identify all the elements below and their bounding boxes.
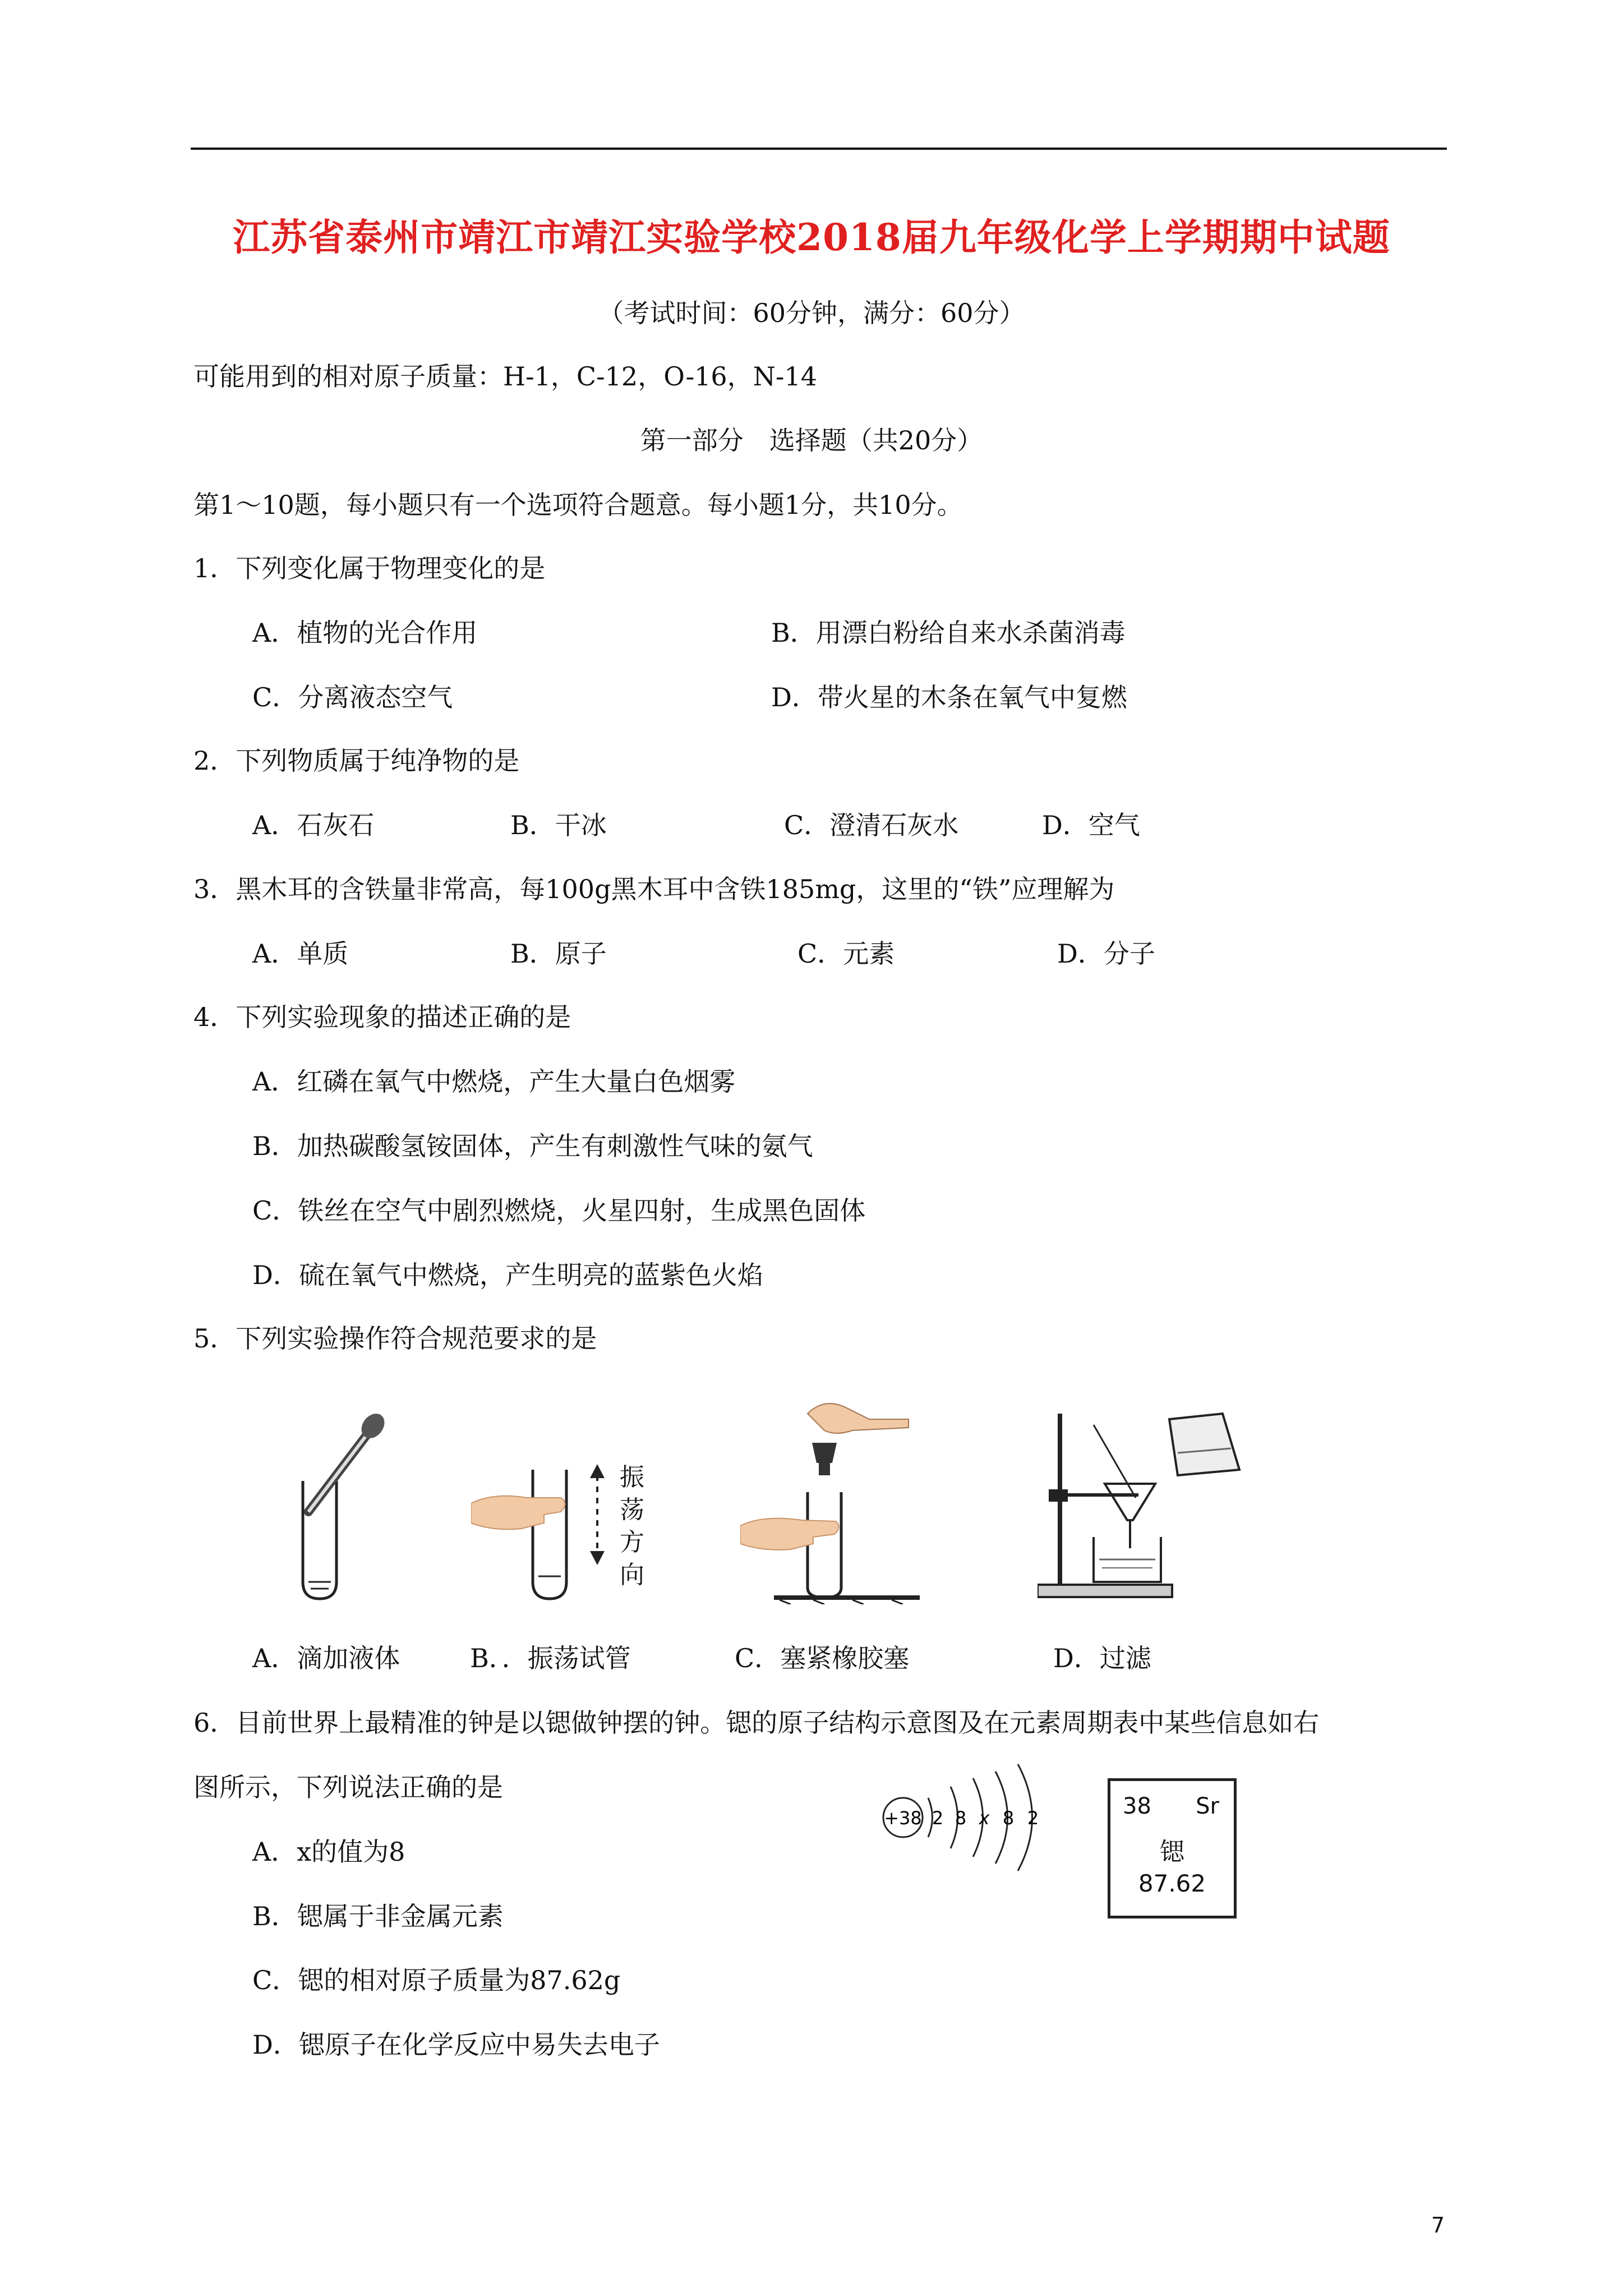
q5-option-a: A．滴加液体: [252, 1643, 400, 1673]
shell-electrons: 8: [955, 1807, 967, 1829]
q2-option-b: B．干冰: [510, 810, 607, 840]
q6-option-c: C．锶的相对原子质量为87.62g: [252, 1965, 621, 1995]
section-title: 第一部分 选择题（共20分）: [640, 425, 983, 455]
q3-option-b: B．原子: [510, 938, 607, 969]
shell-electrons: 8: [1002, 1807, 1015, 1829]
q6-stem-line1: 6．目前世界上最精准的钟是以锶做钟摆的钟。锶的原子结构示意图及在元素周期表中某些信息如右: [193, 1708, 1320, 1738]
q5-option-b: B．．振荡试管: [470, 1643, 631, 1673]
periodic-table-cell: [1108, 1778, 1237, 1918]
q1-option-d: D．带火星的木条在氧气中复燃: [771, 682, 1127, 712]
q1-option-c: C．分离液态空气: [252, 682, 453, 712]
shell-electrons: 2: [1027, 1807, 1039, 1829]
q4-option-d: D．硫在氧气中燃烧，产生明亮的蓝紫色火焰: [252, 1260, 763, 1290]
q6-option-b: B．锶属于非金属元素: [252, 1901, 504, 1931]
nucleus-charge: +38: [884, 1807, 922, 1829]
stopper-figure: [740, 1397, 920, 1604]
section-instructions: 第1～10题，每小题只有一个选项符合题意。每小题1分，共10分。: [193, 490, 963, 520]
q5-option-d: D．过滤: [1053, 1643, 1151, 1673]
q6-stem-line2: 图所示，下列说法正确的是: [193, 1772, 503, 1802]
q6-option-d: D．锶原子在化学反应中易失去电子: [252, 2030, 660, 2060]
element-symbol: Sr: [1196, 1793, 1219, 1819]
q1-stem: 1．下列变化属于物理变化的是: [193, 553, 546, 583]
q6-option-a: A．x的值为8: [252, 1837, 405, 1867]
q1-option-a: A．植物的光合作用: [252, 618, 478, 648]
shell-electrons: x: [979, 1807, 990, 1829]
q2-option-c: C．澄清石灰水: [784, 810, 959, 840]
exam-title: 江苏省泰州市靖江市靖江实验学校2018届九年级化学上学期期中试题: [233, 215, 1390, 259]
q3-option-a: A．单质: [252, 938, 349, 969]
q4-option-c: C．铁丝在空气中剧烈燃烧，火星四射，生成黑色固体: [252, 1195, 866, 1226]
page-number: 7: [1431, 2213, 1445, 2238]
q3-option-c: C．元素: [797, 938, 895, 969]
filtration-figure: [1038, 1402, 1273, 1604]
atomic-masses: 可能用到的相对原子质量：H-1，C-12，O-16，N-14: [193, 361, 817, 392]
strontium-atom-structure-diagram: [875, 1761, 1060, 1874]
q3-option-d: D．分子: [1057, 938, 1155, 969]
q3-stem: 3．黑木耳的含铁量非常高，每100g黑木耳中含铁185mg，这里的“铁”应理解为: [193, 874, 1115, 904]
q2-option-a: A．石灰石: [252, 810, 375, 840]
relative-atomic-mass: 87.62: [1138, 1870, 1206, 1897]
q5-option-c: C．塞紧橡胶塞: [735, 1643, 910, 1673]
q2-stem: 2．下列物质属于纯净物的是: [193, 746, 520, 776]
q4-stem: 4．下列实验现象的描述正确的是: [193, 1002, 571, 1032]
shake-direction-label: [620, 1461, 648, 1591]
shake-direction-char: 振: [620, 1463, 644, 1492]
q5-stem: 5．下列实验操作符合规范要求的是: [193, 1323, 597, 1354]
shake-direction-char: 向: [620, 1561, 644, 1589]
q1-option-b: B．用漂白粉给自来水杀菌消毒: [771, 618, 1126, 648]
dropper-test-tube-figure: [286, 1414, 398, 1604]
element-name: 锶: [1160, 1838, 1184, 1866]
exam-info: （考试时间：60分钟，满分：60分）: [598, 298, 1025, 328]
atomic-number: 38: [1123, 1793, 1151, 1819]
shell-electrons: 2: [932, 1807, 944, 1829]
q2-option-d: D．空气: [1042, 810, 1140, 840]
shake-direction-char: 荡: [620, 1496, 644, 1524]
q4-option-b: B．加热碳酸氢铵固体，产生有刺激性气味的氨气: [252, 1131, 813, 1161]
header-rule: [191, 148, 1447, 150]
shake-direction-char: 方: [620, 1528, 644, 1557]
q4-option-a: A．红磷在氧气中燃烧，产生大量白色烟雾: [252, 1066, 736, 1097]
